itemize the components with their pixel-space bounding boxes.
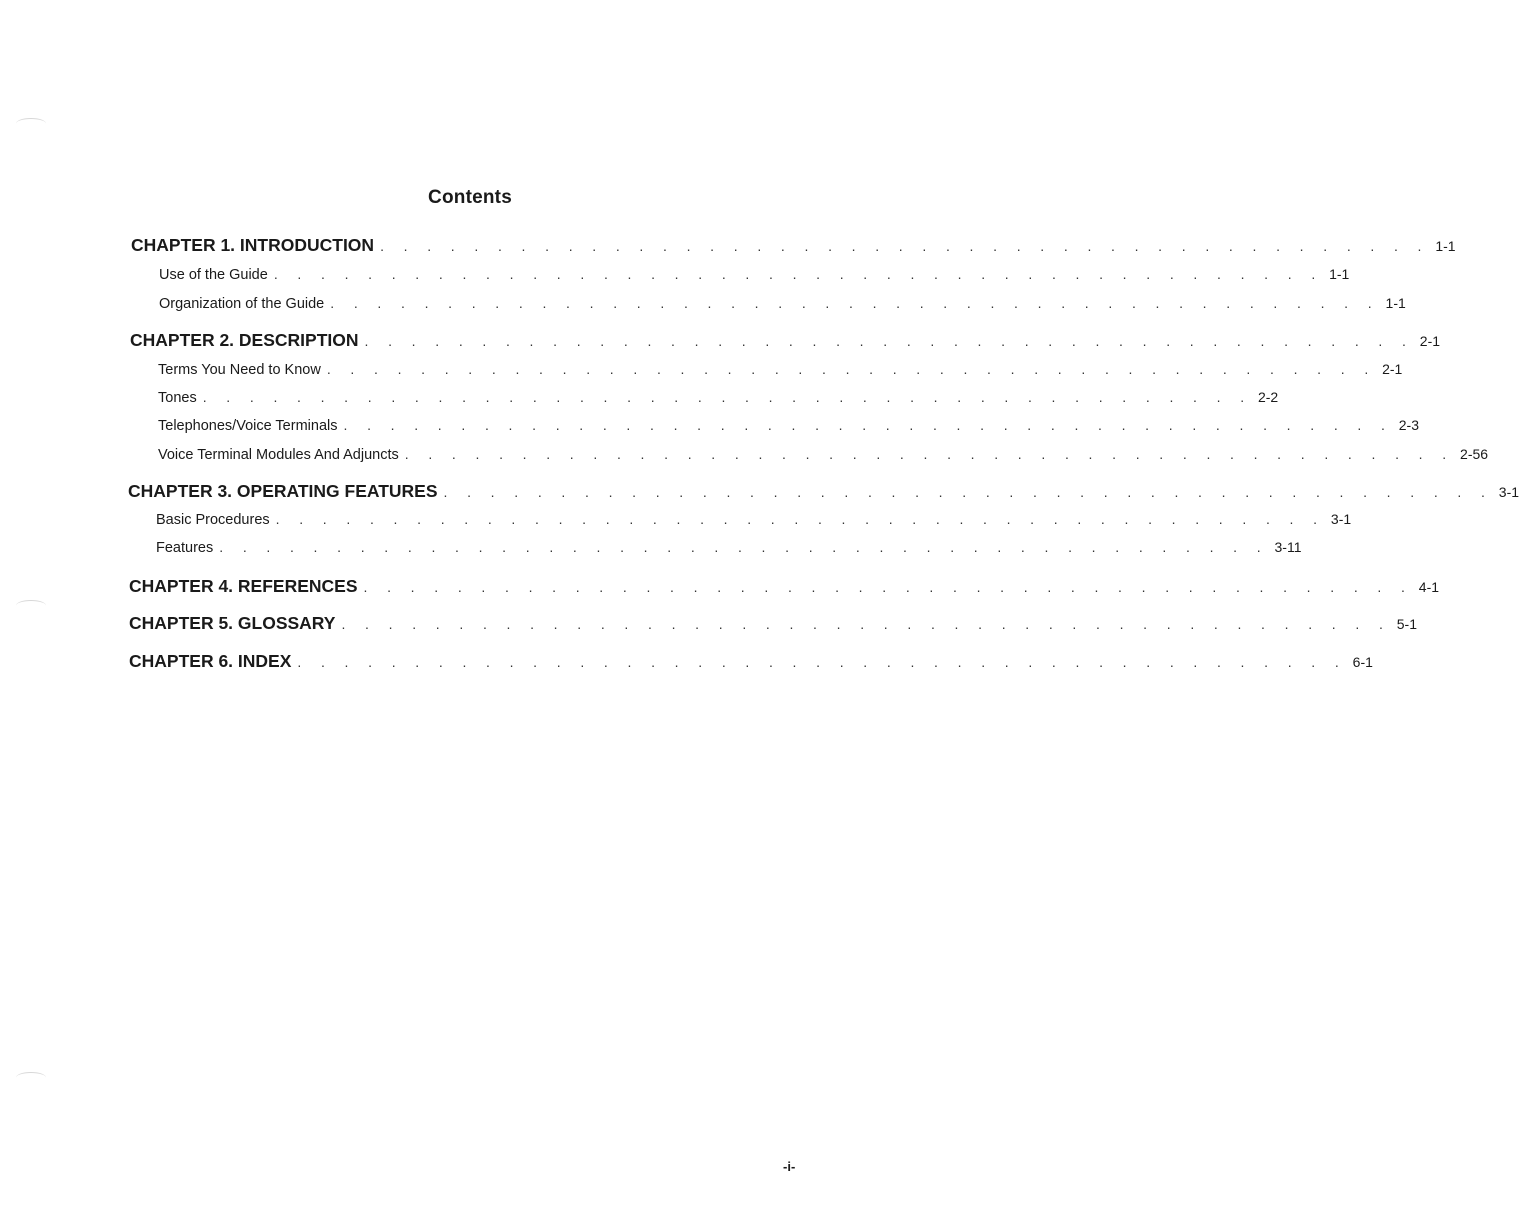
toc-page-number: 3-11 — [1274, 539, 1302, 555]
margin-mark — [16, 600, 46, 611]
toc-section-features[interactable] — [156, 539, 1302, 556]
toc-page-number: 2-3 — [1398, 417, 1419, 433]
toc-chapter-5[interactable] — [129, 613, 1417, 634]
dot-leader: . . . . . . . . . . . . . . . . . . . . . . . . . . . . . . . . . . . . . . . . . . . . . — [202, 389, 1252, 405]
toc-page-number: 2-1 — [1382, 361, 1403, 377]
toc-section-terms[interactable] — [158, 361, 1403, 378]
toc-label: CHAPTER 5. GLOSSARY — [129, 613, 336, 633]
contents-title: Contents — [428, 187, 512, 208]
dot-leader: . . . . . . . . . . . . . . . . . . . . . . . . . . . . . . . . . . . . . . . . . . . . . — [273, 266, 1324, 282]
toc-chapter-3[interactable] — [128, 481, 1520, 502]
toc-label: CHAPTER 6. INDEX — [129, 651, 292, 671]
toc-page-number: 2-1 — [1419, 333, 1441, 349]
toc-label: Telephones/Voice Terminals — [158, 418, 338, 434]
toc-label: CHAPTER 3. OPERATING FEATURES — [128, 481, 438, 501]
toc-label: Tones — [158, 390, 197, 406]
toc-page-number: 2-2 — [1257, 389, 1279, 405]
toc-page-number: 1-1 — [1329, 266, 1350, 282]
dot-leader: . . . . . . . . . . . . . . . . . . . . . . . . . . . . . . . . . . . . . . . . . . . . . — [297, 654, 1347, 670]
toc-page-number: 1-1 — [1435, 238, 1456, 254]
toc-label: CHAPTER 4. REFERENCES — [129, 576, 358, 596]
dot-leader: . . . . . . . . . . . . . . . . . . . . . . . . . . . . . . . . . . . . . . . . . . . . . — [380, 238, 1430, 254]
toc-page-number: 6-1 — [1352, 654, 1373, 670]
toc-page-number: 3-1 — [1330, 511, 1352, 527]
toc-label: Use of the Guide — [159, 267, 268, 283]
toc-label: CHAPTER 2. DESCRIPTION — [130, 330, 359, 350]
toc-chapter-1[interactable] — [131, 235, 1456, 256]
dot-leader: . . . . . . . . . . . . . . . . . . . . . . . . . . . . . . . . . . . . . . . . . . . . . — [326, 361, 1377, 377]
toc-label: Basic Procedures — [156, 512, 270, 528]
toc-label: CHAPTER 1. INTRODUCTION — [131, 235, 375, 255]
toc-section-modules-adjuncts[interactable] — [158, 446, 1489, 463]
toc-label: Voice Terminal Modules And Adjuncts — [158, 447, 399, 463]
dot-leader: . . . . . . . . . . . . . . . . . . . . . . . . . . . . . . . . . . . . . . . . . . . . . — [364, 333, 1414, 349]
toc-label: Terms You Need to Know — [158, 362, 321, 378]
toc-label: Features — [156, 540, 214, 556]
toc-page-number: 4-1 — [1418, 579, 1440, 595]
dot-leader: . . . . . . . . . . . . . . . . . . . . . . . . . . . . . . . . . . . . . . . . . . . . . — [443, 484, 1493, 500]
toc-page-number: 5-1 — [1396, 616, 1417, 632]
toc-section-use-of-guide[interactable] — [159, 266, 1350, 283]
toc-section-telephones[interactable] — [158, 417, 1419, 434]
toc-section-tones[interactable] — [158, 389, 1279, 406]
toc-section-basic-procedures[interactable] — [156, 511, 1352, 528]
toc-section-organization[interactable] — [159, 295, 1406, 312]
page-footer-number: -i- — [783, 1159, 796, 1174]
toc-chapter-2[interactable] — [130, 330, 1441, 351]
toc-chapter-4[interactable] — [129, 576, 1440, 597]
toc-page-number: 2-56 — [1460, 446, 1489, 462]
dot-leader: . . . . . . . . . . . . . . . . . . . . . . . . . . . . . . . . . . . . . . . . . . . . . — [363, 579, 1413, 595]
toc-chapter-6[interactable] — [129, 651, 1373, 672]
toc-page-number: 1-1 — [1385, 295, 1406, 311]
toc-label: Organization of the Guide — [159, 296, 325, 312]
dot-leader: . . . . . . . . . . . . . . . . . . . . . . . . . . . . . . . . . . . . . . . . . . . . . — [219, 539, 1269, 555]
dot-leader: . . . . . . . . . . . . . . . . . . . . . . . . . . . . . . . . . . . . . . . . . . . . . — [404, 446, 1455, 462]
margin-mark — [16, 118, 46, 129]
margin-mark — [16, 1072, 46, 1083]
toc-page-number: 3-1 — [1498, 484, 1520, 500]
dot-leader: . . . . . . . . . . . . . . . . . . . . . . . . . . . . . . . . . . . . . . . . . . . . . — [341, 616, 1391, 632]
dot-leader: . . . . . . . . . . . . . . . . . . . . . . . . . . . . . . . . . . . . . . . . . . . . . — [275, 511, 1325, 527]
dot-leader: . . . . . . . . . . . . . . . . . . . . . . . . . . . . . . . . . . . . . . . . . . . . . — [343, 417, 1393, 433]
dot-leader: . . . . . . . . . . . . . . . . . . . . . . . . . . . . . . . . . . . . . . . . . . . . . — [330, 295, 1380, 311]
